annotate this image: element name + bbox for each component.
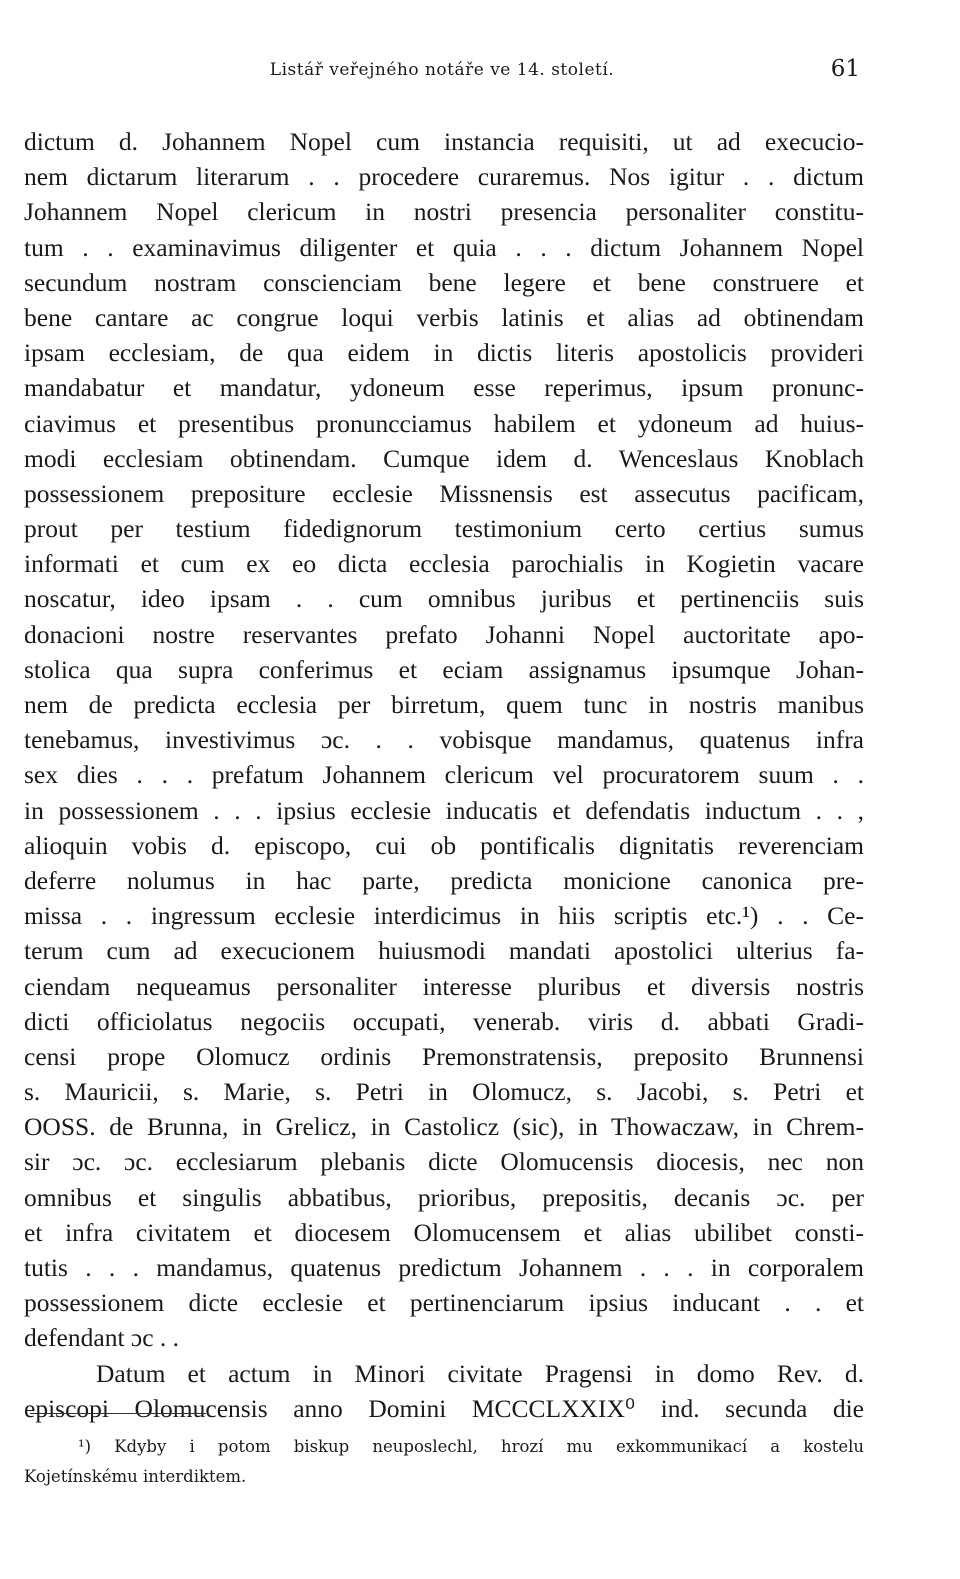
text-line: ciavimus et presentibus pronuncciamus habilem et ydoneum ad huius- — [24, 408, 864, 438]
text-line: defendant ɔc . . — [24, 1323, 180, 1353]
text-line: censi prope Olomucz ordinis Premonstratensis, preposito Brunnensi — [24, 1041, 864, 1071]
text-line: dictum d. Johannem Nopel cum instancia requisiti, ut ad execucio- — [24, 127, 864, 156]
running-head — [24, 56, 860, 90]
footnote-line — [24, 1432, 864, 1462]
text-line: ciendam nequeamus personaliter interesse pluribus et diversis nostris — [24, 971, 864, 1001]
text-line: tum . . examinavimus diligenter et quia . . . dictum Johannem Nopel — [24, 232, 864, 262]
text-line: alioquin vobis d. episcopo, cui ob pontificalis dignitatis reverenciam — [24, 830, 864, 860]
text-line: OOSS. de Brunna, in Grelicz, in Castolicz (sic), in Thowaczaw, in Chrem- — [24, 1112, 864, 1142]
text-line: tutis . . . mandamus, quatenus predictum Johannem . . . in corporalem — [24, 1253, 864, 1282]
footnote-marker: ¹) — [78, 1437, 92, 1456]
text-line: sex dies . . . prefatum Johannem clericum vel procuratorem suum . . — [24, 760, 864, 790]
text-line: informati et cum ex eo dicta ecclesia parochialis in Kogietin vacare — [24, 549, 864, 579]
text-line: sir ɔc. ɔc. ecclesiarum plebanis dicte Olomucensis diocesis, nec non — [24, 1147, 864, 1177]
text-line: omnibus et singulis abbatibus, prioribus, prepositis, decanis ɔc. per — [24, 1182, 864, 1212]
footnote-text-1: Kdyby i potom biskup neuposlechl, hrozí mu exkommunikací a kostelu — [114, 1437, 864, 1456]
text-line: bene cantare ac congrue loqui verbis latinis et alias ad obtinendam — [24, 302, 864, 332]
text-line: ipsam ecclesiam, de qua eidem in dictis literis apostolicis provideri — [24, 338, 864, 368]
text-line: possessionem prepositure ecclesie Missnensis est assecutus pacificam, — [24, 478, 864, 508]
body-text — [24, 124, 864, 1426]
page-number: 61 — [830, 56, 860, 82]
text-line: tenebamus, investivimus ɔc. . . vobisque mandamus, quatenus infra — [24, 725, 864, 755]
text-line: in possessionem . . . ipsius ecclesie inducatis et defendatis inductum . . , — [24, 795, 864, 825]
text-line: s. Mauricii, s. Marie, s. Petri in Olomucz, s. Jacobi, s. Petri et — [24, 1077, 864, 1107]
footnote-line: Kojetínskému interdiktem. — [24, 1467, 247, 1486]
text-line: episcopi Olomucensis anno Domini MCCCLXXIX⁰ ind. secunda die — [24, 1393, 864, 1423]
text-line: mandabatur et mandatur, ydoneum esse reperimus, ipsum pronunc- — [24, 373, 864, 403]
text-line: deferre nolumus in hac parte, predicta monicione canonica pre- — [24, 865, 864, 895]
text-line: modi ecclesiam obtinendam. Cumque idem d. Wenceslaus Knoblach — [24, 443, 864, 473]
text-line: et infra civitatem et diocesem Olomucensem et alias ubilibet consti- — [24, 1217, 864, 1247]
text-line: nem dictarum literarum . . procedere curaremus. Nos igitur . . dictum — [24, 162, 864, 192]
text-line: nem de predicta ecclesia per birretum, quem tunc in nostris manibus — [24, 690, 864, 719]
text-line: secundum nostram conscienciam bene legere et bene construere et — [24, 267, 864, 297]
text-line: noscatur, ideo ipsam . . cum omnibus juribus et pertinenciis suis — [24, 584, 864, 614]
text-line: missa . . ingressum ecclesie interdicimus in hiis scriptis etc.¹) . . Ce- — [24, 901, 864, 931]
text-line: possessionem dicte ecclesie et pertinenciarum ipsius inducant . . et — [24, 1288, 864, 1318]
text-line: donacioni nostre reservantes prefato Johanni Nopel auctoritate apo- — [24, 619, 864, 649]
text-line: Johannem Nopel clericum in nostri presencia personaliter constitu- — [24, 197, 864, 227]
text-line: dicti officiolatus negociis occupati, venerab. viris d. abbati Gradi- — [24, 1006, 864, 1036]
footnote-rule — [30, 1413, 206, 1414]
text-line: stolica qua supra conferimus et eciam assignamus ipsumque Johan- — [24, 654, 864, 684]
footnote — [24, 1432, 864, 1492]
running-title: Listář veřejného notáře ve 14. století. — [269, 60, 615, 80]
text-line: prout per testium fidedignorum testimonium certo certius sumus — [24, 514, 864, 544]
text-line: terum cum ad execucionem huiusmodi mandati apostolici ulterius fa- — [24, 936, 864, 966]
text-line: Datum et actum in Minori civitate Pragensi in domo Rev. d. — [96, 1358, 864, 1388]
